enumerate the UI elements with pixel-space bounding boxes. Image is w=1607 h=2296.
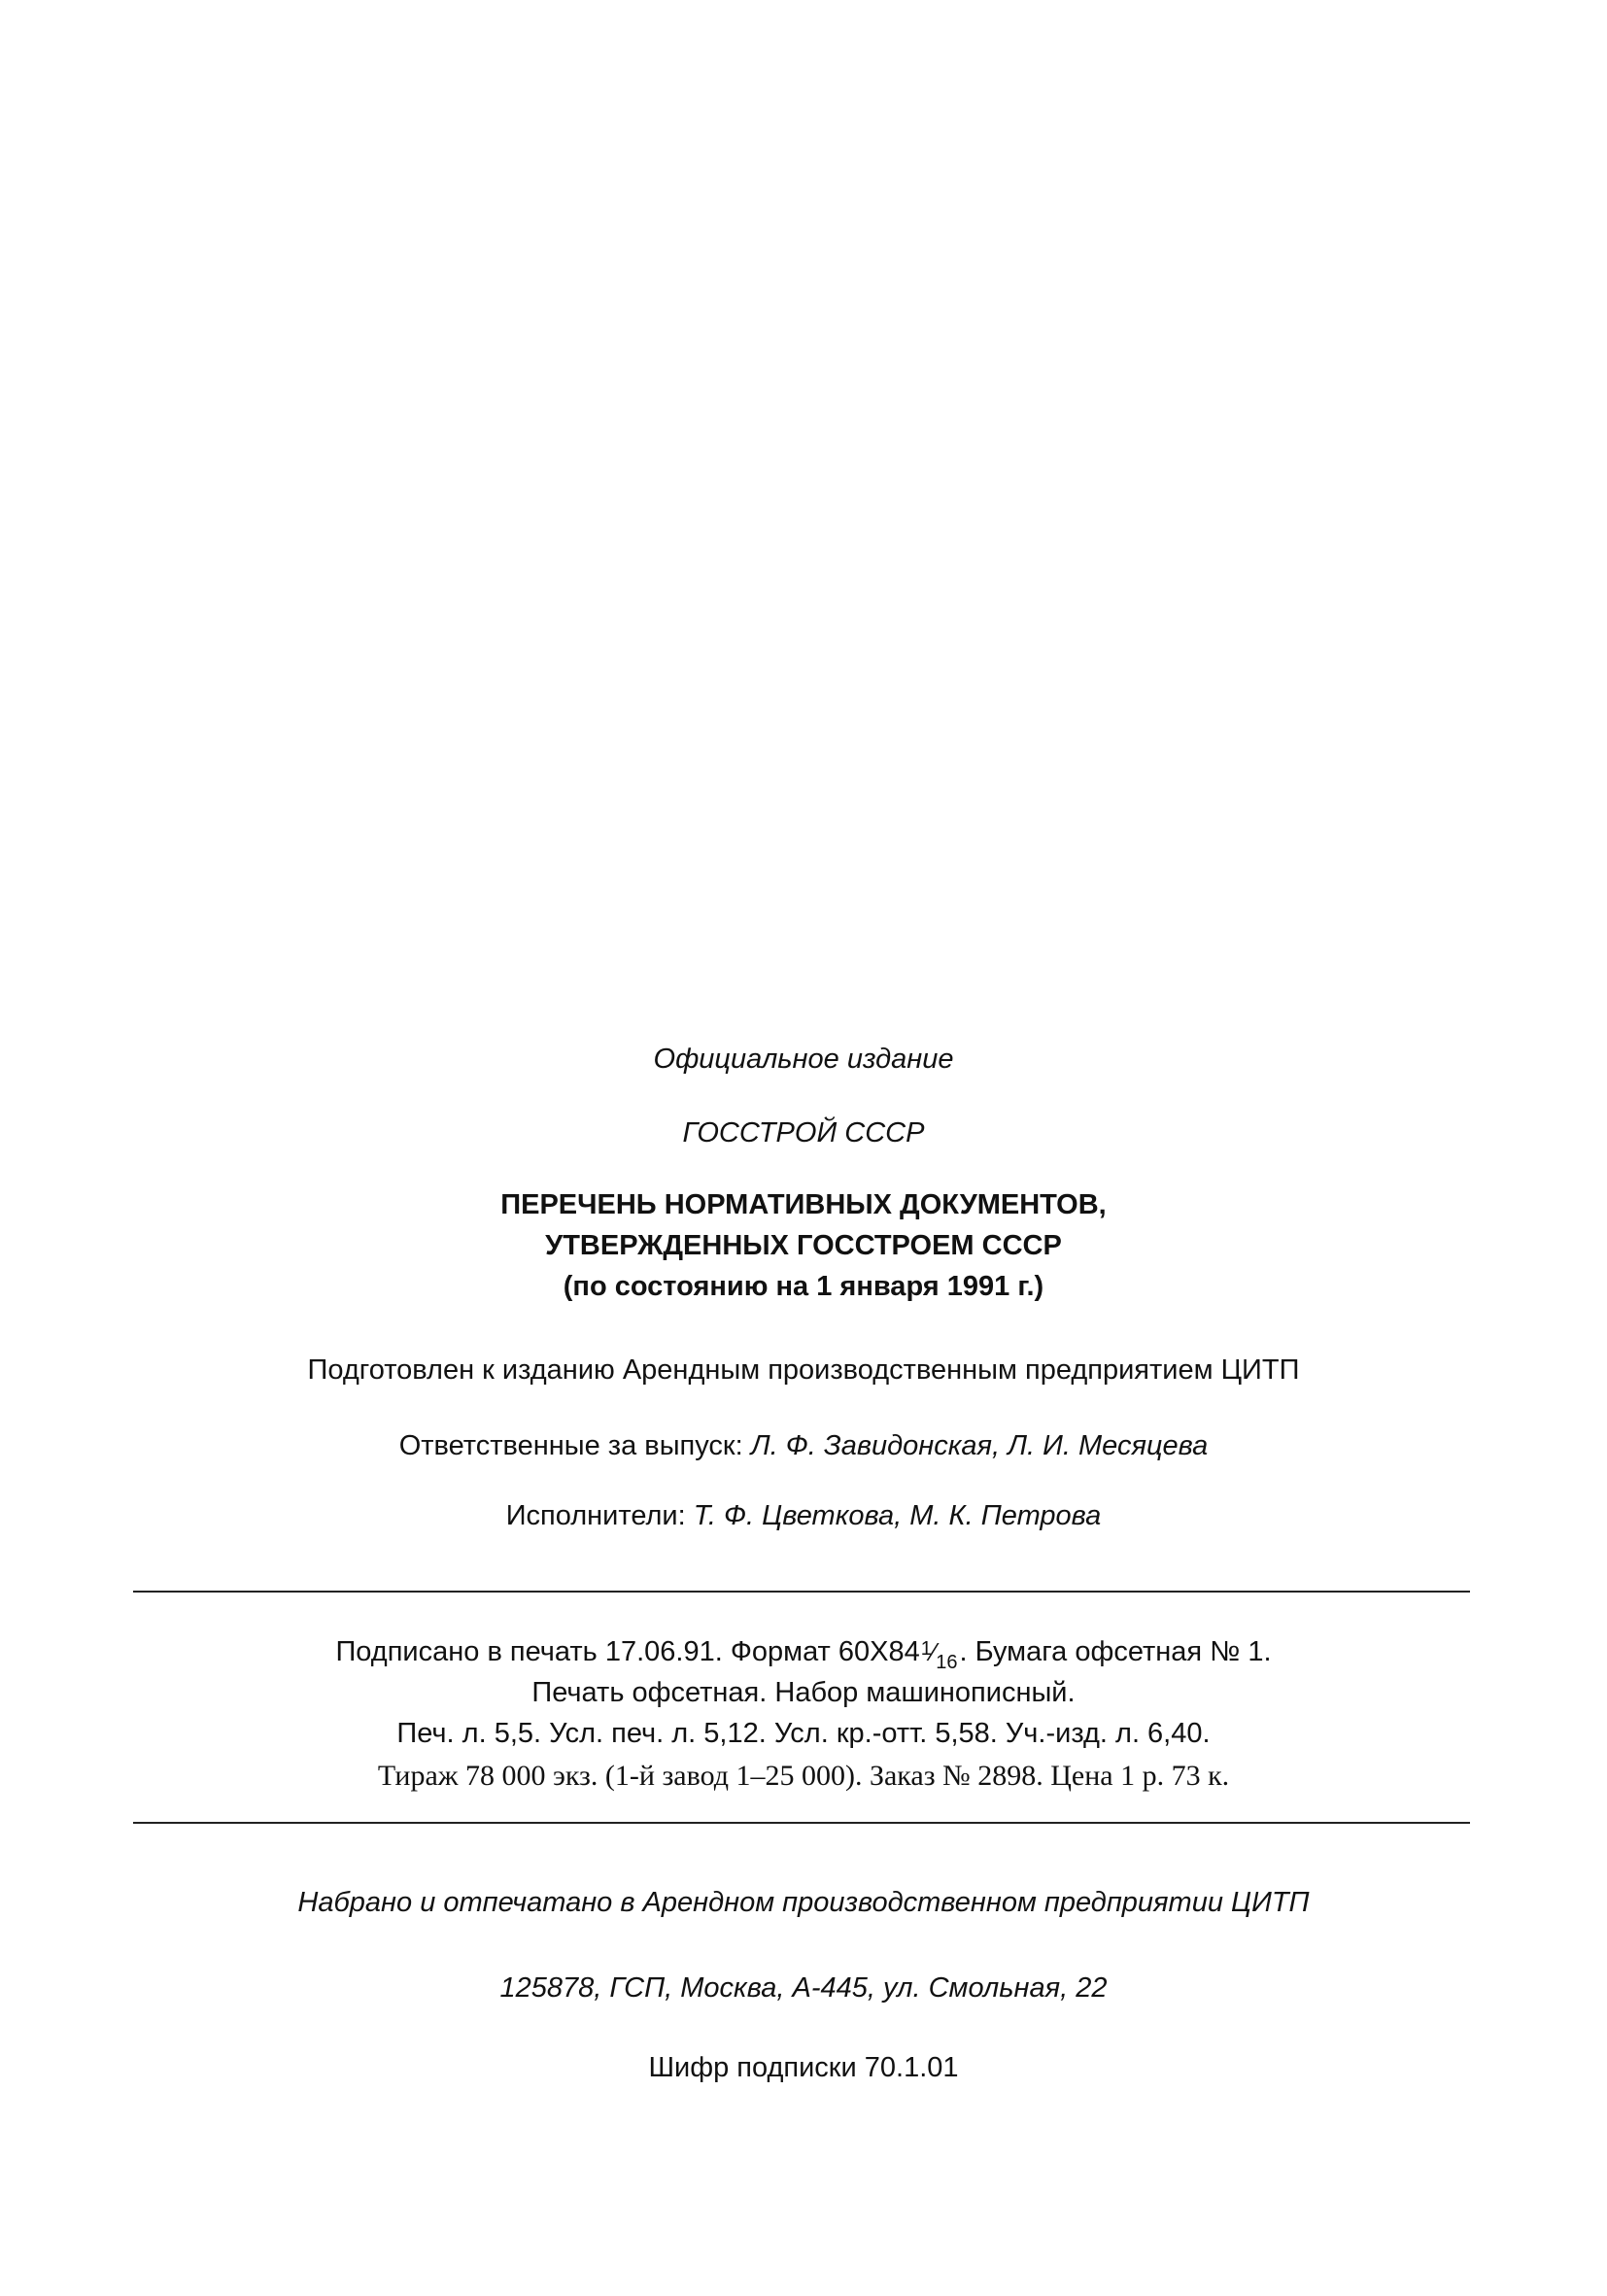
format-fraction: 1⁄16 — [920, 1637, 958, 1673]
document-title-line-1: ПЕРЕЧЕНЬ НОРМАТИВНЫХ ДОКУМЕНТОВ, — [500, 1189, 1107, 1220]
responsible-names: Л. Ф. Завидонская, Л. И. Месяцева — [750, 1430, 1209, 1461]
signed-suffix: . Бумага офсетная № 1. — [959, 1636, 1272, 1667]
prepared-by-line: Подготовлен к изданию Арендным производственным предприятием ЦИТП — [307, 1354, 1300, 1386]
organization-name: ГОССТРОЙ СССР — [682, 1117, 925, 1148]
circulation-line: Тираж 78 000 экз. (1-й завод 1–25 000). Заказ № 2898. Цена 1 р. 73 к. — [377, 1760, 1230, 1792]
subscription-code: Шифр подписки 70.1.01 — [648, 2052, 959, 2083]
performers-label: Исполнители: — [505, 1500, 686, 1531]
printing-method-line: Печать офсетная. Набор машинописный. — [531, 1677, 1076, 1708]
sheets-line: Печ. л. 5,5. Усл. печ. л. 5,12. Усл. кр.-отт. 5,58. Уч.-изд. л. 6,40. — [396, 1718, 1211, 1749]
document-subtitle: (по состоянию на 1 января 1991 г.) — [563, 1271, 1044, 1302]
printed-by-line: Набрано и отпечатано в Арендном производственном предприятии ЦИТП — [297, 1887, 1310, 1918]
address-line: 125878, ГСП, Москва, А-445, ул. Смольная, 22 — [499, 1972, 1108, 2004]
top-divider — [133, 1591, 1470, 1593]
signed-prefix: Подписано в печать 17.06.91. Формат 60Х84 — [335, 1636, 920, 1667]
performers-names: Т. Ф. Цветкова, М. К. Петрова — [693, 1500, 1102, 1531]
bottom-divider — [133, 1822, 1470, 1824]
signed-to-print-line — [0, 1632, 1607, 1674]
official-edition-label: Официальное издание — [653, 1044, 954, 1075]
responsible-line — [0, 1426, 1607, 1465]
format-denominator: 16 — [936, 1652, 958, 1673]
document-title-line-2: УТВЕРЖДЕННЫХ ГОССТРОЕМ СССР — [545, 1230, 1062, 1261]
performers-line — [0, 1496, 1607, 1535]
format-numerator: 1 — [920, 1638, 932, 1660]
responsible-label: Ответственные за выпуск: — [398, 1430, 743, 1461]
